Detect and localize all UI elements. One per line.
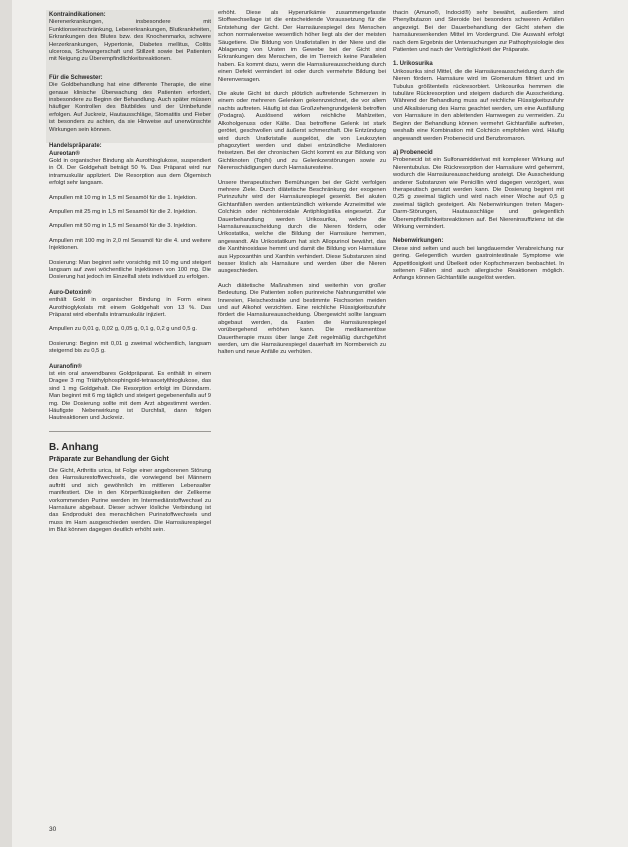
right-paragraph-2: Urikosurika sind Mittel, die die Harnsäureausscheidung durch die Nieren fördern. Harnsäure wird im Glomerulum filtriert und im Tubulus größtenteils rückresorbiert. Urikosurika hemmen die tubuläre Rückresorption und steigern dadurch die Ausscheidung. Während der Behandlung muss auf reichliche Flüssigkeitszufuhr und Alkalisierung des Harns geachtet werden, um eine Ausfällung von Harnsäure in den ableitenden Harnwegen zu vermeiden. Zu Beginn der Behandlung können vermehrt Gichtanfälle auftreten, weshalb eine Kombination mit Colchicin empfohlen wird. Häufig angewandt werden Probenecid und Benzbromaron. (393, 68, 564, 142)
auranofin-heading: Auranofin® (49, 363, 82, 370)
gout-intro-text: Die Gicht, Arthritis urica, ist Folge einer angeborenen Störung des Harnsäurestoffwechsels, die vorwiegend bei Männern auftritt und sich gewöhnlich im mittleren Lebensalter manifestiert. Die in den Körperflüssigkeiten der Zellkerne vorkommenden Purine werden im Intermediärstoffwechsel zu Harnsäure abgebaut. Dieser schwer lösliche Verbindung ist das Endprodukt des menschlichen Purinstoffwechsels und muss im Harn ausgeschieden werden. Die Harnsäurespiegel im Blut können dagegen deutlich erhöht sein. (49, 467, 211, 534)
right-column (393, 10, 564, 290)
left-column (49, 10, 211, 542)
nurse-note-heading: Für die Schwester: (49, 74, 103, 81)
ampoule-dose-4: Ampullen mit 100 mg in 2,0 ml Sesamöl für die 4. und weitere Injektionen. (49, 237, 211, 252)
contraindications-text: Nierenerkrankungen, insbesondere mit Funktionseinschränkung, Lebererkrankungen, Blutkrankheiten, Erkrankungen des Blutes bzw. des Knochenmarks, schwere Herzerkrankungen, Hypertonie, Diabetes mellitus, Colitis ulcerosa, Schwangerschaft und Stillzeit sowie bei Patienten mit Neigung zu Überempfindlichkeitsreaktionen. (49, 19, 211, 63)
auro-detoxin-dosage: Dosierung: Beginn mit 0,01 g zweimal wöchentlich, langsam steigernd bis zu 0,5 g. (49, 340, 211, 355)
right-paragraph-3: Probenecid ist ein Sulfonamidderivat mit komplexer Wirkung auf Nierentubulus. Die Rückresorption der Harnsäure wird gehemmt, wodurch die Harnsäureausscheidung ansteigt. Die Ausscheidung anderer Substanzen wie Penicillin wird dagegen verzögert, was therapeutisch genutzt werden kann. Die Dosierung beginnt mit 0,25 g zweimal täglich und wird nach einer Woche auf 0,5 g zweimal täglich gesteigert. Als Nebenwirkungen treten Magen-Darm-Störungen, Hautausschläge und gelegentlich Überempfindlichkeitsreaktionen auf. Bei Niereninsuffizienz ist die Wirkung vermindert. (393, 157, 564, 230)
mid-paragraph-1: erhöht. Diese als Hyperurikämie zusammengefasste Stoffwechsellage ist die entscheidende Voraussetzung für die Entstehung der Gicht. Der Harnsäurespiegel des Menschen schon normalerweise wesentlich höher liegt als der der meisten Säugetiere. Die Bildung von Uratkristallen in der Niere und die Ablagerung von Uraten im Gewebe bei der Gicht sind Erkrankungen des Menschen, die im Tierreich keine Parallelen haben. Es kommt dazu, wenn die Harnsäureausscheidung durch einen Defekt vermindert ist oder durch vermehrte Bildung bei Nierenversagen. (218, 10, 386, 83)
dosage-text: Dosierung: Man beginnt sehr vorsichtig mit 10 mg und steigert langsam auf zwei wöchentliche Injektionen von 100 mg. Die Dosierung hat jedoch im Einzelfall stets individuell zu erfolgen. (49, 259, 211, 281)
auranofin-text: ist ein oral anwendbares Goldpräparat. Es enthält in einem Dragee 3 mg Triäthylphosphingold-tetraacetylthioglukose, das sind 1 mg Goldgehalt. Die Resorption erfolgt im Dünndarm. Man beginnt mit 6 mg täglich und steigert gegebenenfalls auf 9 mg. Die Dosierung sollte mit dem Arzt abgestimmt werden. Häufigste Nebenwirkung ist Durchfall, dann folgen Hautreaktionen und Juckreiz. (49, 371, 211, 422)
side-effects-heading: Nebenwirkungen: (393, 238, 444, 245)
trade-product-name: Aureotan® (49, 150, 80, 157)
auranofin-section (49, 364, 211, 423)
nurse-note-box (46, 73, 214, 143)
right-paragraph-4: Diese sind selten und auch bei langdauernder Verabreichung nur gering. Gelegentlich wurden gastrointestinale Symptome wie Appetitlosigkeit und Übelkeit oder Kopfschmerzen beobachtet. In seltenen Fällen sind auch allergische Reaktionen möglich. Anfangs können Gichtanfälle ausgelöst werden. (393, 245, 564, 282)
ampoule-dose-2: Ampullen mit 25 mg in 1,5 ml Sesamöl für die 2. Injektion. (49, 208, 197, 215)
nurse-note-text: Die Goldbehandlung hat eine differente Therapie, die eine genaue klinische Überwachung des Patienten erfordert, insbesondere zu Beginn der Behandlung. Auch später müssen häufiger Kontrollen des Blutbildes und der Urinbefunde erfolgen. Auf Juckreiz, Hautausschläge, Stomatitis und Fieber ist besonders zu achten, da sie Hinweise auf unerwünschte Wirkungen sein können. (49, 82, 211, 133)
mid-paragraph-2: Die akute Gicht ist durch plötzlich auftretende Schmerzen in einem oder mehreren Gelenken gekennzeichnet, die vor allem nachts auftreten. Häufig ist das Großzehengrundgelenk betroffen (Podagra). Auslösend wirken reichliche Mahlzeiten, Alkoholgenuss oder Kälte. Das betroffene Gelenk ist stark gerötet, geschwollen und äußerst schmerzhaft. Die Entzündung wird durch Uratkristalle ausgelöst, die von Leukozyten phagozytiert werden und dabei entzündliche Mediatoren freisetzen. Bei der chronischen Gicht kommt es zur Bildung von Gichtknoten (Tophi) und zu Gelenkzerstörungen sowie zu Nierenschädigungen durch Harnsäuresteine. (218, 91, 386, 172)
contraindications-box (46, 10, 214, 73)
page-gutter-shadow (0, 0, 12, 847)
ampoule-dose-1: Ampullen mit 10 mg in 1,5 ml Sesamöl für die 1. Injektion. (49, 194, 197, 201)
chapter-subtitle: Präparate zur Behandlung der Gicht (49, 455, 169, 463)
auro-detoxin-heading: Auro-Detoxin® (49, 289, 92, 296)
contraindications-heading: Kontraindikationen: (49, 12, 106, 18)
trade-preparations-heading: Handelspräparate: (49, 143, 102, 150)
mid-paragraph-3: Unsere therapeutischen Bemühungen bei der Gicht verfolgen mehrere Ziele. Durch diätetische Beschränkung der exogenen Purinzufuhr wird der Harnsäurespiegel gesenkt. Bei akuten Gichtanfällen werden antientzündlich wirkende Arzneimittel wie Colchicin oder nichtsteroidale Antiphlogistika eingesetzt. Zur Dauerbehandlung werden Urikosurika, welche die Harnsäureausscheidung durch die Nieren fördern, oder Urikostatika, welche die Bildung der Harnsäure hemmen, angewandt. Als Urikostatikum hat sich Allopurinol bewährt, das die Xanthinoxidase hemmt und damit die Bildung von Harnsäure aus Hypoxanthin und Xanthin verhindert. Diese Substanzen sind besser löslich als Harnsäure und werden über die Nieren ausgeschieden. (218, 179, 386, 275)
middle-column (218, 10, 386, 364)
right-paragraph-1: thacin (Amuno®, Indocid®) sehr bewährt, außerdem sind Phenylbutazon und Steroide bei besonders schweren Anfällen angezeigt. Bei der Dauerbehandlung der Gicht stehen die harnsäuresenkenden Mittel im Vordergrund. Die Auswahl erfolgt nach dem Ergebnis der Untersuchungen zur Pathophysiologie des Patienten und nach der Verträglichkeit der Präparate. (393, 10, 564, 54)
page-number: 30 (49, 826, 57, 833)
uricosurics-heading: 1. Urikosurika (393, 61, 433, 68)
ampoule-dose-3: Ampullen mit 50 mg in 1,5 ml Sesamöl für die 3. Injektion. (49, 223, 197, 230)
auro-detoxin-text: enthält Gold in organischer Bindung in Form eines Aurothioglykolats mit einem Goldgehalt von 13 %. Das Präparat wird ebenfalls intramuskulär injiziert. (49, 297, 211, 318)
auro-detoxin-section (49, 290, 211, 356)
probenecid-heading: a) Probenecid (393, 149, 433, 156)
chapter-divider (49, 431, 211, 432)
auro-detoxin-ampoules: Ampullen zu 0,01 g, 0,02 g, 0,05 g, 0,1 g, 0,2 g und 0,5 g. (49, 326, 197, 333)
mid-paragraph-4: Auch diätetische Maßnahmen sind weiterhin von großer Bedeutung. Die Patienten sollen purinreiche Nahrungsmittel wie Innereien, Fleischextrakte und bestimmte Fischsorten meiden und auf Alkohol verzichten. Eine reichliche Flüssigkeitszufuhr fördert die Harnsäureausscheidung. Übergewicht sollte langsam abgebaut werden, da Fasten die Harnsäurespiegel vorübergehend erhöhen kann. Die medikamentöse Dauertherapie muss über lange Zeit regelmäßig durchgeführt werden, um die Harnsäurespiegel dauerhaft im Normbereich zu halten und neue Anfälle zu verhüten. (218, 282, 386, 356)
trade-preparations (49, 143, 211, 282)
trade-product-text: Gold in organischer Bindung als Aurothioglukose, suspendiert in Öl. Der Goldgehalt beträgt 50 %. Das Präparat wird nur intramuskulär appliziert. Die Resorption aus dem Ölgemisch erfolgt sehr langsam. (49, 157, 211, 187)
chapter-title: B. Anhang (49, 441, 99, 453)
